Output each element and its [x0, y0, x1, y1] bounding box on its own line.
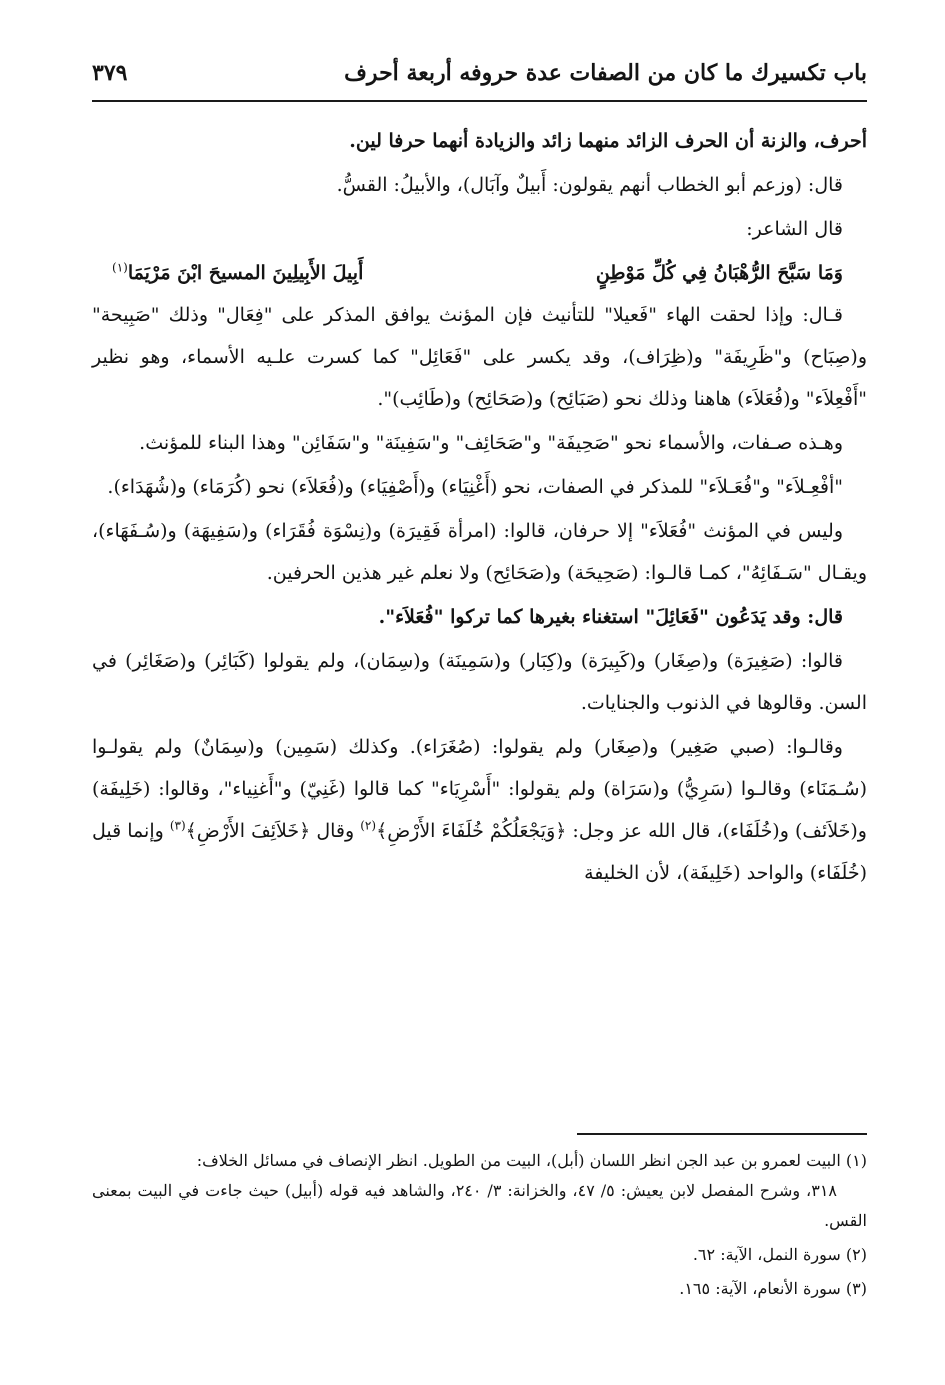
main-text [92, 120, 867, 896]
paragraph-1: أحرف، والزنة أن الحرف الزائد منهما زائد والزيادة أنهما حرفا لين. [349, 130, 867, 152]
paragraph-6: "أفْعِـلاَء" و"فُعَـلاَء" للمذكر في الصفات، نحو (أَغْنِيَاء) و(أَصْفِيَاء) و(فُعَلاَء) نحو (كُرَمَاء) و(شُهَدَاء). [107, 476, 843, 498]
footnotes [92, 1146, 867, 1308]
verse-second-hemistich [112, 252, 363, 294]
footnote-ref-3: (٣) [169, 818, 186, 833]
poetry-verse [92, 252, 867, 294]
footnote-1-continuation: ٣١٨، وشرح المفصل لابن يعيش: ٥/ ٤٧، والخزانة: ٣/ ٢٤٠، والشاهد فيه قوله (أبيل) حيث جاءت في البيت بمعنى القس. [92, 1181, 867, 1230]
footnote-3: (٣) سورة الأنعام، الآية: ١٦٥. [679, 1279, 867, 1298]
footnote-ref-2: (٢) [360, 818, 377, 833]
chapter-title: باب تكسيرك ما كان من الصفات عدة حروفه أربعة أحرف [344, 60, 867, 86]
page-number: ٣٧٩ [92, 60, 128, 86]
footnote-separator [577, 1133, 867, 1135]
verse-first-hemistich: وَمَا سَبَّحَ الرُّهْبَانُ فِي كُلِّ مَوْطِنٍ [595, 262, 843, 284]
paragraph-10-part-a: وقالـوا: (صبي صَغِير) و(صِغَار) ولم يقولوا: (صُغَرَاء). وكذلك (سَمِين) و(سِمَانٌ) ولم يقولـوا (سُـمَنَاء) وقالـوا (سَرِيُّ) و(سَرَاة) ولم يقولوا: "أَسْرِيَاء" كما قالوا (غَنِيّ) و"أَغنِياء"، وقالوا: (خَلِيفَة) و(خَلاَئف) و(خُلَفَاء)، قال الله عز وجل: ﴿وَيَجْعَلُكُمْ خُلَفَاءَ الأَرْضِ﴾ [92, 736, 867, 842]
footnote-2: (٢) سورة النمل، الآية: ٦٢. [692, 1245, 867, 1264]
paragraph-9: قالوا: (صَغِيرَة) و(صِغَار) و(كَبِيرَة) و(كِبَار) و(سَمِينَة) و(سِمَان)، ولم يقولوا (كَبَائِر) و(صَغَائِر) في السن. وقالوها في الذنوب والجنايات. [92, 650, 867, 714]
paragraph-10-part-c: وإنما قيل (خُلَفَاء) والواحد (خَلِيفَة)، لأن الخليفة [92, 820, 867, 884]
poet-intro: قال الشاعر: [746, 218, 843, 240]
footnote-1-line-1: (١) البيت لعمرو بن عبد الجن انظر اللسان (أبل)، البيت من الطويل. انظر الإنصاف في مسائل الخلاف: [196, 1151, 867, 1170]
paragraph-5: وهـذه صـفات، والأسماء نحو "صَحِيفَة" و"صَحَائِف" و"سَفِينَة" و"سَفَائِن" وهذا البناء للمؤنث. [139, 432, 843, 454]
paragraph-4: قـال: وإذا لحقت الهاء "فَعيلا" للتأنيث فإن المؤنث يوافق المذكر على "فِعَال" وذلك "صَبِيحة" و(صِبَاح) و"ظَرِيفَة" و(ظِرَاف)، وقد يكسر على "فَعَائِل" كما كسرت علـيه الأسماء، وهو نظير "أَفْعِلاَء" و(فُعَلاَء) هاهنا وذلك نحو (صَبَائِح) و(صَحَائِح) و(طَائِب)". [92, 304, 867, 410]
paragraph-7: وليس في المؤنث "فُعَلاَء" إلا حرفان، قالوا: (امرأة فَقِيرَة) و(نِسْوَة فُقَرَاء) و(سَفِيهَة) و(سُـفَهَاء)، ويقـال "سَـفَائِهُ"، كمـا قالـوا: (صَحِيحَة) و(صَحَائِح) ولا نعلم غير هذين الحرفين. [92, 520, 867, 584]
verse-second-text: أَبِيلَ الأَبِيلِينَ المسيحَ ابْنَ مَرْيَمَا [127, 262, 364, 284]
running-header [92, 56, 867, 102]
paragraph-10 [92, 726, 867, 894]
footnote-ref-1: (١) [112, 260, 128, 275]
paragraph-10-part-b: وقال ﴿خَلاَئِفَ الأَرْضِ﴾ [185, 820, 361, 842]
paragraph-2: قال: (وزعم أبو الخطاب أنهم يقولون: أَبيلٌ وآبَال)، والأبيلُ: القسُّ. [336, 174, 843, 196]
paragraph-8: قال: وقد يَدَعُون "فَعَائِلَ" استغناء بغيرها كما تركوا "فُعَلاَء". [378, 606, 843, 628]
footnote-1 [92, 1146, 867, 1236]
